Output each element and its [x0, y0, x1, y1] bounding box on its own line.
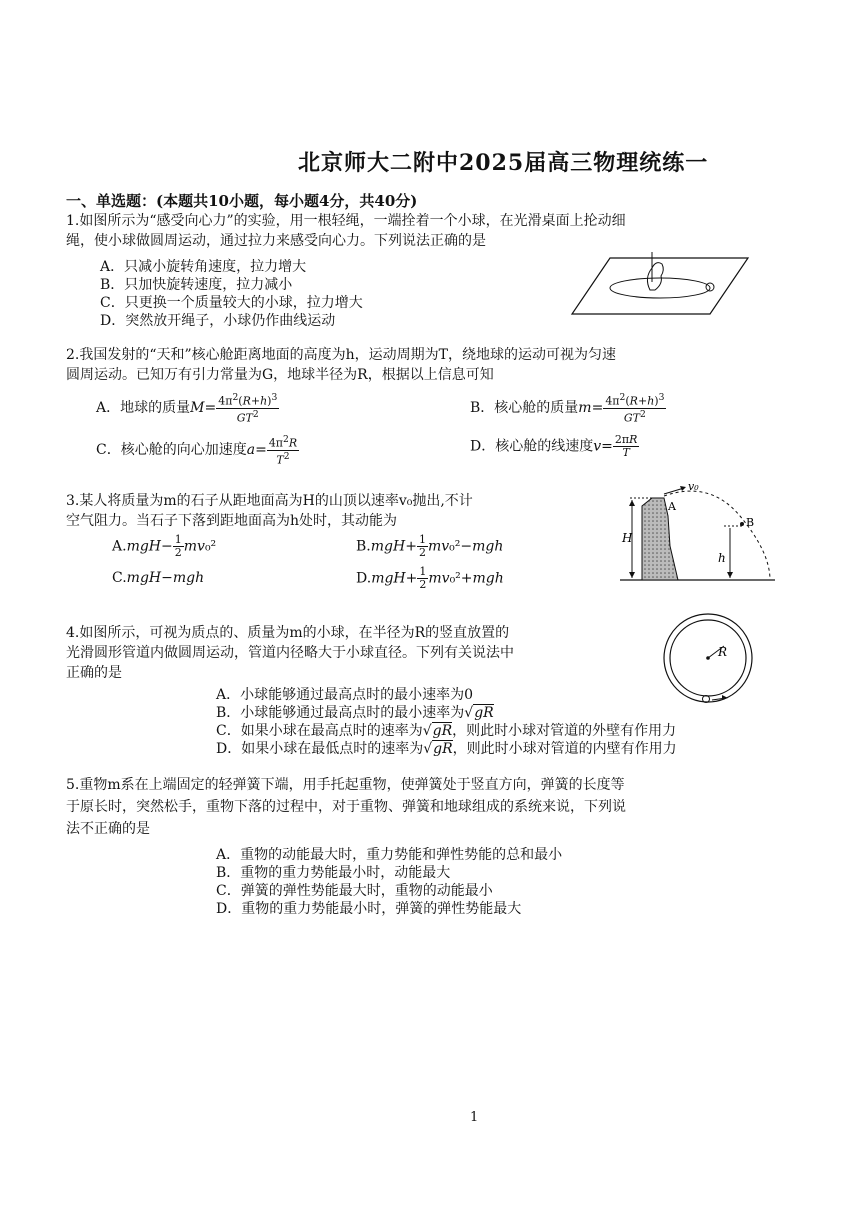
q5-stem-line1: 5.重物m系在上端固定的轻弹簧下端，用手托起重物，使弹簧处于竖直方向，弹簧的长度等 [66, 777, 625, 793]
q3-option-d: D.mgH+ $\frac{1}{2}$ mv₀²+mgh [356, 565, 504, 591]
q1-option-d: D．突然放开绳子，小球仍作曲线运动 [100, 313, 336, 329]
q1-option-a: A．只减小旋转角速度，拉力增大 [100, 259, 307, 275]
q2-option-b: B．核心舱的质量m= $\frac{4\pi^2(R+h)^3}{GT^2}$ [470, 392, 665, 425]
q3-stem-line1: 3.某人将质量为m的石子从距地面高为H的山顶以速率v₀抛出,不计 [66, 493, 473, 509]
q3-option-c: C.mgH−mgh [112, 570, 205, 586]
q1-stem-line2: 绳，使小球做圆周运动，通过拉力来感受向心力。下列说法正确的是 [66, 233, 486, 249]
page-number: 1 [470, 1110, 479, 1125]
q5-stem-line3: 法不正确的是 [66, 821, 150, 837]
q5-option-b: B．重物的重力势能最小时，动能最大 [216, 865, 451, 881]
q3-label-A: A [668, 500, 676, 513]
q2-stem-line2: 圆周运动。已知万有引力常量为G，地球半径为R，根据以上信息可知 [66, 367, 494, 383]
q3-label-H: H [622, 531, 633, 545]
q4-label-R: R [718, 645, 728, 659]
q3-stem-line2: 空气阻力。当石子下落到距地面高为h处时，其动能为 [66, 513, 398, 529]
q2-option-a: A．地球的质量M= $\frac{4\pi^2(R+h)^3}{GT^2}$ [96, 392, 278, 425]
q4-stem-line1: 4.如图所示，可视为质点的、质量为m的小球，在半径为R的竖直放置的 [66, 625, 510, 641]
q5-stem-line2: 于原长时，突然松手，重物下落的过程中，对于重物、弹簧和地球组成的系统来说，下列说 [66, 799, 626, 815]
q3-figure-cliff [620, 476, 780, 588]
section-heading: 一、单选题：(本题共10小题，每小题4分，共40分) [66, 192, 418, 210]
page-title: 北京师大二附中2025届高三物理统练一 [298, 150, 709, 176]
q5-option-a: A．重物的动能最大时，重力势能和弹性势能的总和最小 [216, 847, 563, 863]
q1-option-c: C．只更换一个质量较大的小球，拉力增大 [100, 295, 363, 311]
q5-option-c: C．弹簧的弹性势能最大时，重物的动能最小 [216, 883, 493, 899]
q2-option-d: D．核心舱的线速度v= $\frac{2\pi R}{T}$ [470, 433, 638, 459]
q4-option-b: B．小球能够通过最高点时的最小速率为√gR [216, 705, 494, 721]
q4-option-d: D．如果小球在最低点时的速率为√gR，则此时小球对管道的内壁有作用力 [216, 741, 677, 757]
q4-option-a: A．小球能够通过最高点时的最小速率为0 [216, 687, 474, 703]
q4-figure-ring [656, 612, 760, 704]
q2-stem-line1: 2.我国发射的“天和”核心舱距离地面的高度为h，运动周期为T，绕地球的运动可视为匀速 [66, 347, 617, 363]
q2-option-c: C．核心舱的向心加速度a= $\frac{4\pi^2R}{T^2}$ [96, 434, 298, 467]
q4-option-c: C．如果小球在最高点时的速率为√gR，则此时小球对管道的外壁有作用力 [216, 723, 677, 739]
q1-figure-table [570, 252, 750, 320]
q3-label-h: h [718, 551, 726, 565]
q5-option-d: D．重物的重力势能最小时，弹簧的弹性势能最大 [216, 901, 522, 917]
q3-label-B: B [746, 516, 755, 529]
q4-stem-line3: 正确的是 [66, 665, 122, 681]
q3-option-b: B.mgH+ $\frac{1}{2}$ mv₀²−mgh [356, 533, 504, 559]
q1-stem-line1: 1.如图所示为“感受向心力”的实验，用一根轻绳，一端拴着一个小球，在光滑桌面上抡动细 [66, 213, 626, 229]
q4-stem-line2: 光滑圆形管道内做圆周运动，管道内径略大于小球直径。下列有关说法中 [66, 645, 514, 661]
q1-option-b: B．只加快旋转速度，拉力减小 [100, 277, 293, 293]
q3-label-v0: v₀ [688, 480, 699, 493]
q3-option-a: A.mgH− $\frac{1}{2}$ mv₀² [112, 533, 217, 559]
